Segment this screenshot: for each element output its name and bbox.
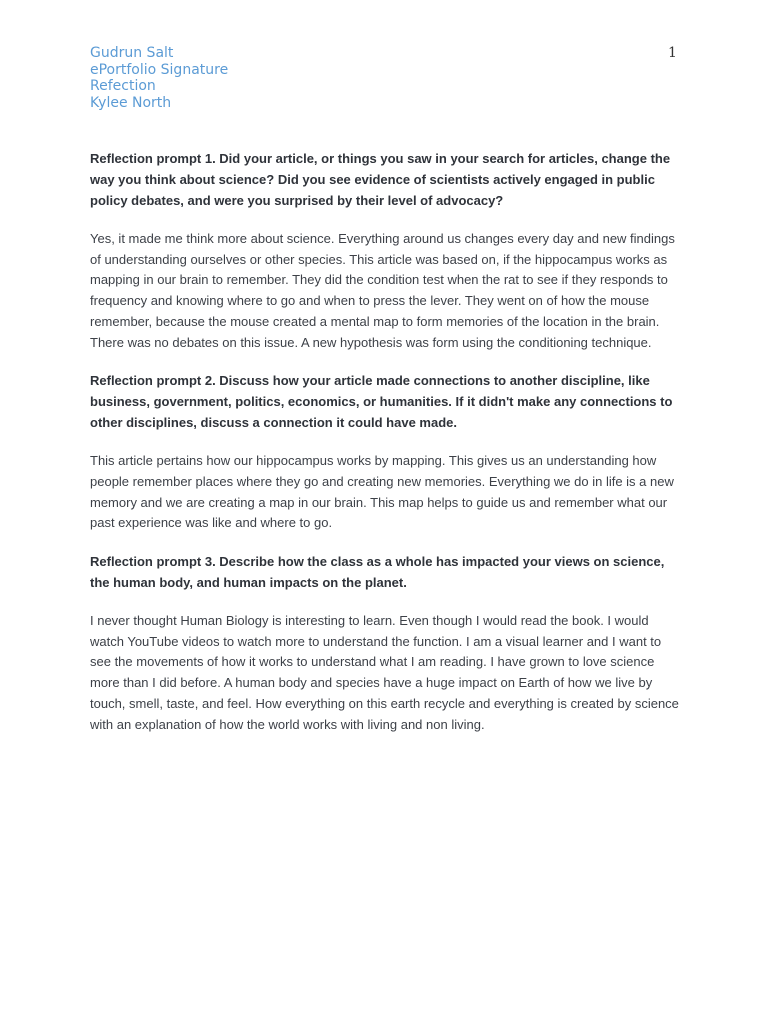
header-assignment-title: Refection <box>90 78 156 95</box>
page-number: 1 <box>668 45 677 61</box>
header-author-name: Gudrun Salt <box>90 45 174 61</box>
document-header <box>90 45 228 111</box>
reflection-answer-3: I never thought Human Biology is interesting to learn. Even though I would read the book. I would watch YouTube videos to watch more to understand the function. I am a visual learner and I want to see the movements of how it works to understand what I am reading. I have grown to love science more than I did before. A human body and species have a huge impact on Earth of how we live by touch, smell, taste, and feel. How everything on this earth recycle and everything is created by science with an explanation of how the world works with living and non living. <box>90 612 679 732</box>
reflection-answer-1: Yes, it made me think more about science. Everything around us changes every day and new findings of understanding ourselves or other species. This article was based on, if the hippocampus works as mapping in our brain to remember. They did the condition test when the rat to see if they responds to frequency and knowing where to go and when to press the lever. They went on of how the mouse remember, because the mouse created a mental map to form memories of the location in the brain. There was no debates on this issue. A new hypothesis was form using the conditioning technique. <box>90 230 675 350</box>
reflection-prompt-2: Reflection prompt 2. Discuss how your article made connections to another discipline, like business, government, politics, economics, or humanities. If it didn't make any connections to other disciplines, discuss a connection it could have made. <box>90 373 673 430</box>
reflection-prompt-3: Reflection prompt 3. Describe how the class as a whole has impacted your views on science, the human body, and human impacts on the planet. <box>90 553 665 590</box>
reflection-answer-2: This article pertains how our hippocampus works by mapping. This gives us an understanding how people remember places where they go and creating new memories. Everything we do in life is a new memory and we are creating a map in our brain. This map helps to guide us and remember what our past experience was like and where to go. <box>90 453 674 531</box>
reflection-prompt-1: Reflection prompt 1. Did your article, or things you saw in your search for articles, change the way you think about science? Did you see evidence of scientists actively engaged in public policy debates, and were you surprised by their level of advocacy? <box>90 151 671 208</box>
document-body <box>90 149 680 753</box>
header-course-title: ePortfolio Signature <box>90 61 229 78</box>
header-instructor-name: Kylee North <box>90 94 172 111</box>
